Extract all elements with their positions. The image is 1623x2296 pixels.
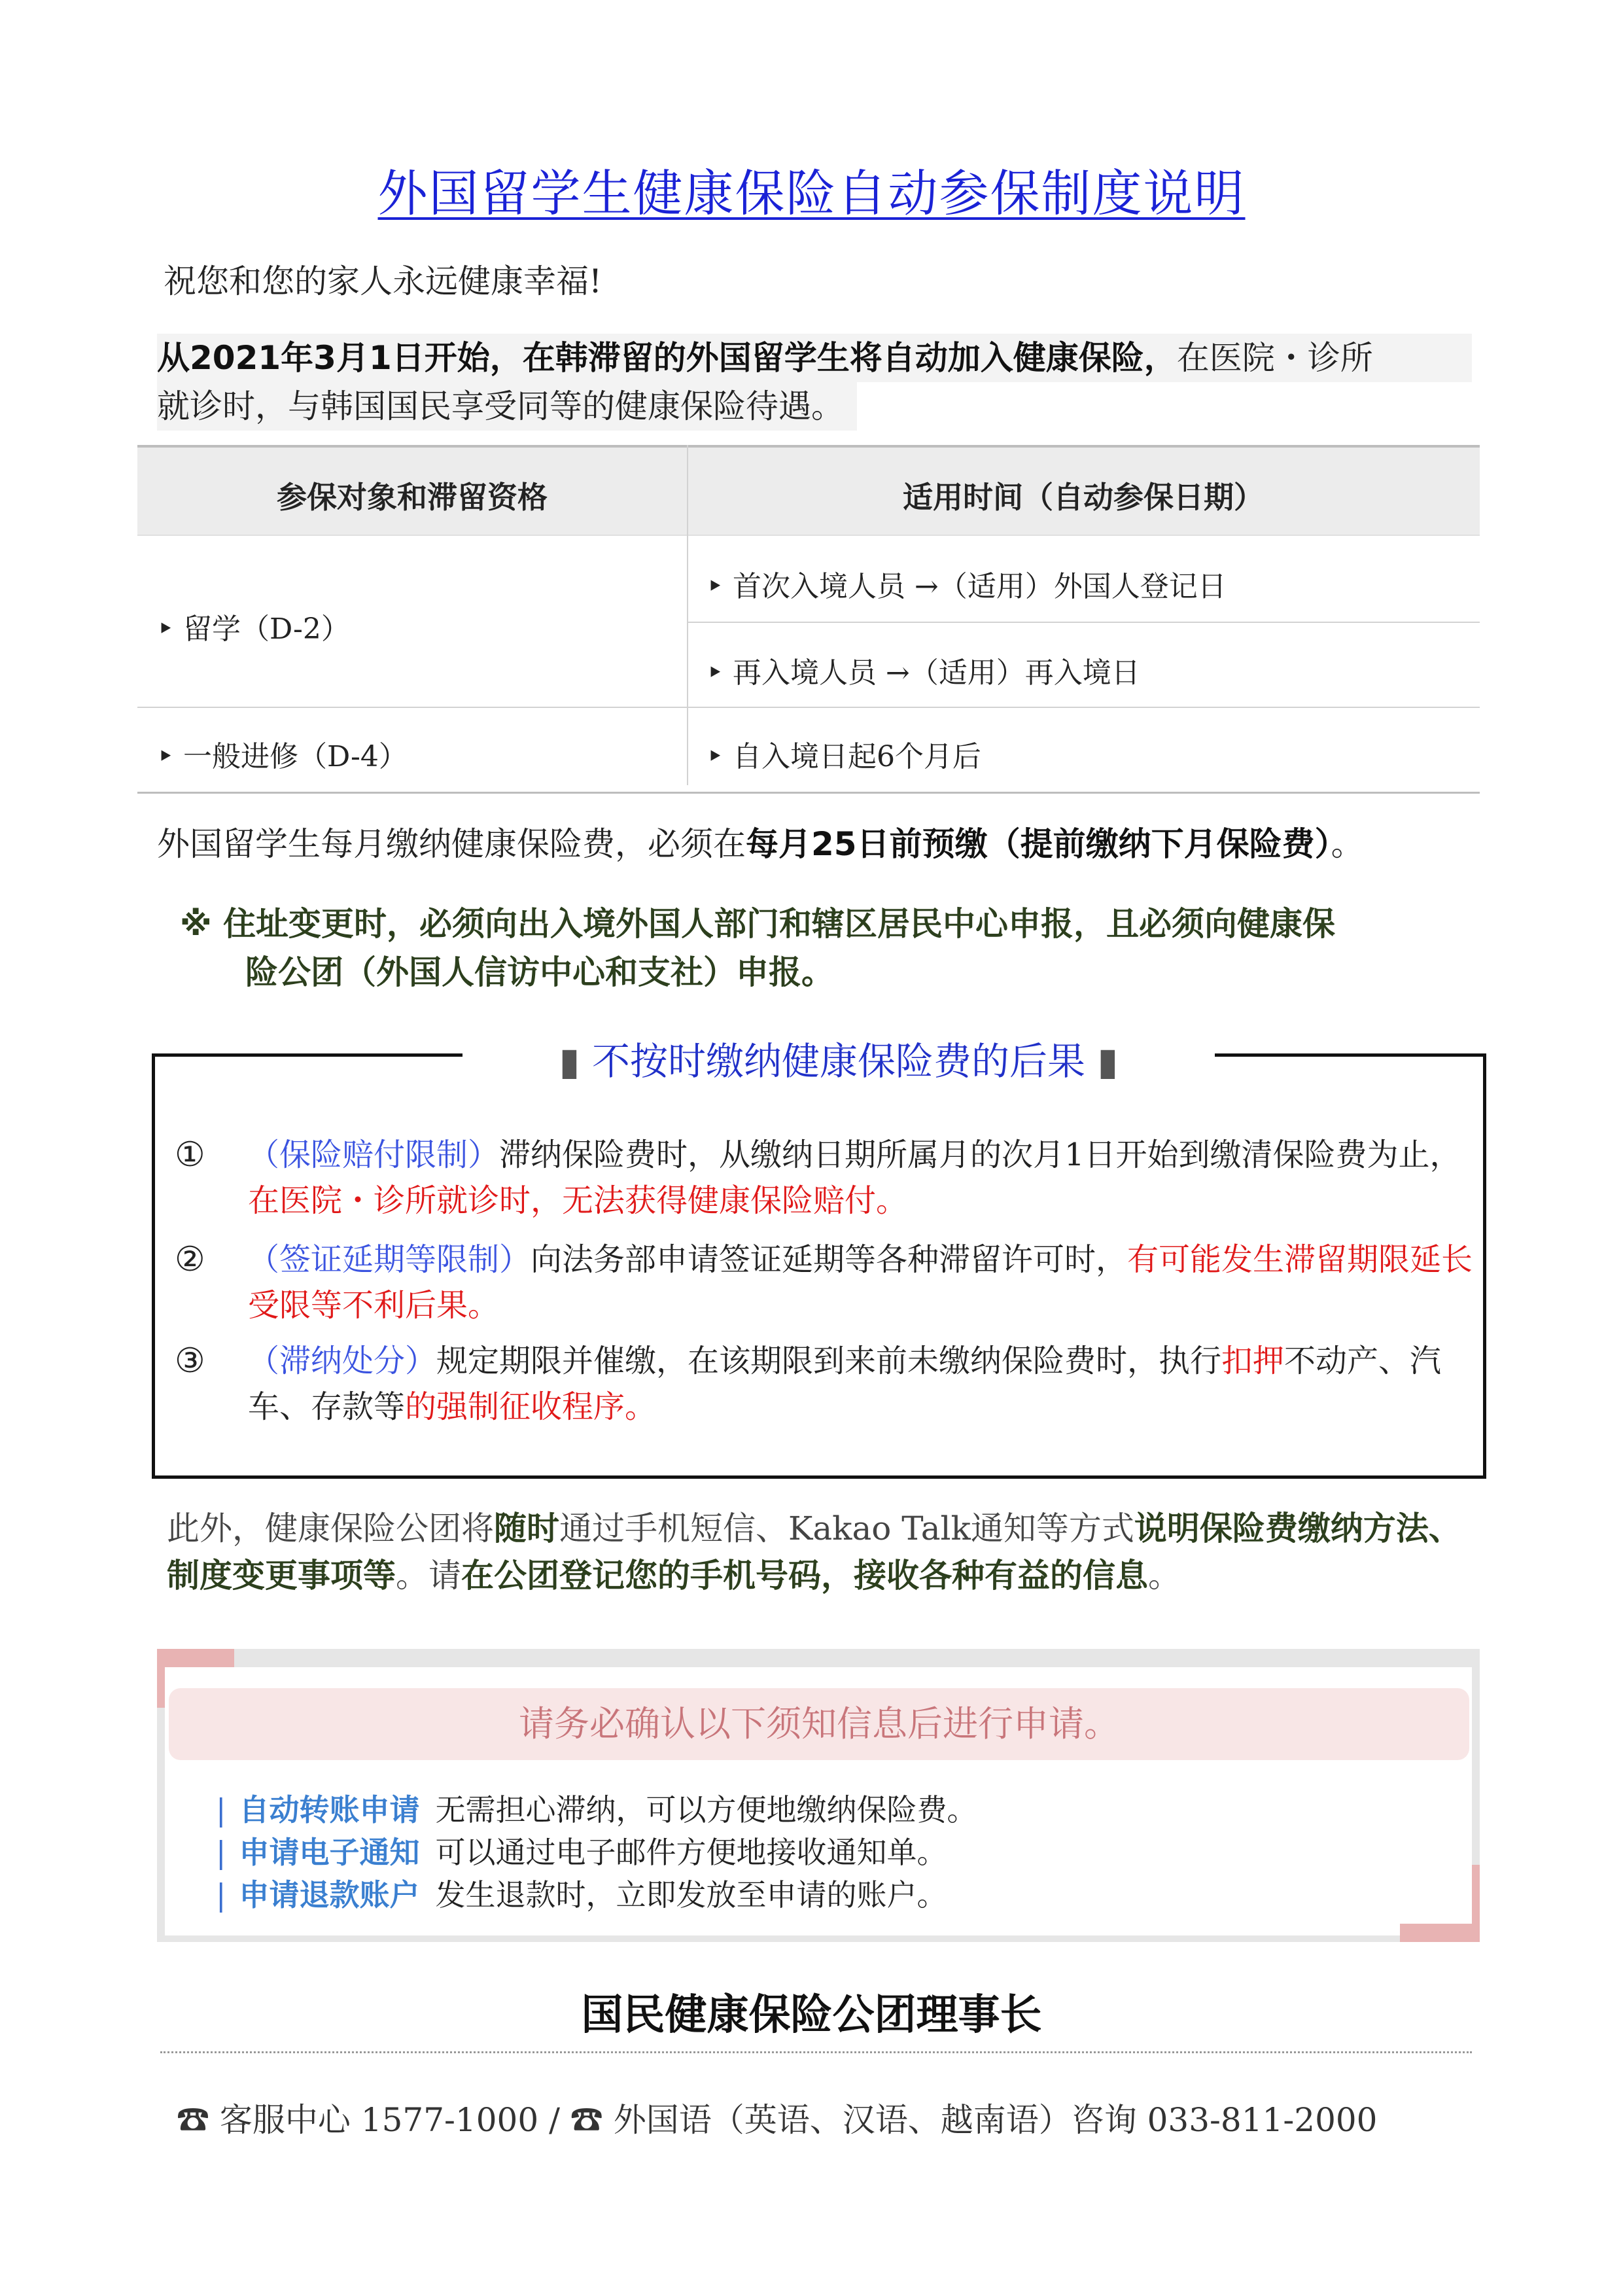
table-cell [707, 733, 981, 775]
item-warning: 在医院・诊所就诊时，无法获得健康保险赔付。 [248, 1182, 908, 1219]
info-text-4: 。 [1148, 1557, 1181, 1595]
consequence-item [175, 1338, 1483, 1430]
item-label: （保险赔付限制） [248, 1137, 500, 1173]
notice-item-text: 发生退款时，立即发放至申请的账户。 [435, 1877, 947, 1913]
intro-line2: 就诊时，与韩国国民享受同等的健康保险待遇。 [157, 382, 857, 431]
table-row [157, 605, 350, 647]
table-header-status: 参保对象和滞留资格 [277, 480, 548, 515]
time-reentry: ‣ 再入境人员 →（适用）再入境日 [707, 656, 1140, 690]
notice-item-text: 可以通过电子邮件方便地接收通知单。 [435, 1835, 947, 1870]
notice-item-label: 申请退款账户 [239, 1877, 420, 1913]
item-text: 规定期限并催缴，在该期限到来前未缴纳保险费时，执行 [436, 1343, 1222, 1379]
notice-item-auto-transfer [216, 1786, 977, 1829]
info-bold-2: 说明保险费缴纳方法、制度变更事项等 [167, 1510, 1461, 1595]
consequence-item [175, 1237, 1483, 1328]
title-mark-left: ▮ [559, 1039, 580, 1084]
status-d4: ‣ 一般进修（D-4） [157, 740, 408, 773]
signature: 国民健康保险公团理事长 [581, 1991, 1042, 2040]
info-text-3: 。请 [396, 1557, 461, 1595]
table-header [137, 445, 1480, 536]
item-text-tail: 不动产、汽车、存款等 [248, 1343, 1442, 1425]
item-warning: 有可能发生滞留期限延长受限等不利后果。 [248, 1241, 1473, 1324]
table-header-time: 适用时间（自动参保日期） [903, 480, 1264, 515]
contact-line: ☎ 客服中心 1577-1000 / ☎ 外国语（英语、汉语、越南语）咨询 033-811-2000 [177, 2101, 1378, 2139]
table-cell [707, 563, 1227, 605]
time-six-months: ‣ 自入境日起6个月后 [707, 740, 981, 773]
item-text: 滞纳保险费时，从缴纳日期所属月的次月1日开始到缴清保险费为止， [499, 1137, 1461, 1173]
info-bold-1: 随时 [494, 1510, 559, 1547]
corner-accent [157, 1649, 165, 1708]
info-paragraph [167, 1505, 1482, 1599]
notice-item-label: 自动转账申请 [239, 1792, 420, 1828]
item-label: （滞纳处分） [248, 1343, 437, 1379]
bullet-bar: | [216, 1835, 226, 1870]
corner-accent [157, 1649, 234, 1667]
item-number: ③ [175, 1341, 205, 1381]
address-change-note [180, 900, 1482, 997]
address-note-line2: 险公团（外国人信访中心和支社）申报。 [245, 953, 834, 991]
info-bold-3: 在公团登记您的手机号码，接收各种有益的信息 [461, 1557, 1148, 1595]
corner-accent [1400, 1924, 1480, 1942]
payment-pre: 外国留学生每月缴纳健康保险费，必须在 [157, 825, 746, 863]
intro-bold: 从2021年3月1日开始，在韩滞留的外国留学生将自动加入健康保险， [157, 339, 1177, 377]
item-number: ① [175, 1135, 205, 1174]
consequences-title-text: 不按时缴纳健康保险费的后果 [591, 1039, 1085, 1084]
notice-item-e-notice [216, 1829, 947, 1872]
greeting: 祝您和您的家人永远健康幸福! [164, 262, 602, 300]
payment-deadline: 每月25日前预缴（提前缴纳下月保险费） [746, 825, 1331, 863]
intro-rest: 在医院・诊所 [1176, 339, 1373, 377]
item-number: ② [175, 1240, 205, 1279]
time-first-entry: ‣ 首次入境人员 →（适用）外国人登记日 [707, 570, 1227, 603]
consequence-item [175, 1132, 1483, 1224]
info-text-2: 通过手机短信、Kakao Talk通知等方式 [559, 1510, 1134, 1547]
payment-post: 。 [1331, 825, 1364, 863]
table-cell [707, 649, 1140, 691]
payment-paragraph [157, 818, 1364, 865]
dotted-divider [160, 2051, 1472, 2053]
bullet-bar: | [216, 1877, 226, 1913]
consequences-title [462, 1031, 1215, 1086]
status-d2: ‣ 留学（D-2） [157, 612, 350, 646]
corner-accent [1472, 1865, 1480, 1942]
notice-item-label: 申请电子通知 [239, 1835, 420, 1870]
page-title: 外国留学生健康保险自动参保制度说明 [377, 164, 1246, 222]
item-warning: 扣押 [1221, 1343, 1285, 1379]
intro-paragraph [157, 334, 1373, 431]
item-text: 向法务部申请签证延期等各种滞留许可时， [531, 1241, 1128, 1278]
title-mark-right: ▮ [1097, 1039, 1119, 1084]
notice-header: 请务必确认以下须知信息后进行申请。 [169, 1688, 1469, 1760]
item-warning-2: 的强制征收程序。 [405, 1388, 657, 1425]
bullet-bar: | [216, 1792, 226, 1828]
notice-item-text: 无需担心滞纳，可以方便地缴纳保险费。 [435, 1792, 977, 1828]
table-row [157, 733, 408, 775]
item-label: （签证延期等限制） [248, 1241, 531, 1278]
address-note-line1: ※ 住址变更时，必须向出入境外国人部门和辖区居民中心申报，且必须向健康保 [180, 905, 1336, 943]
consequences-box [152, 1039, 1486, 1479]
info-text-1: 此外，健康保险公团将 [167, 1510, 494, 1547]
notice-item-refund-account [216, 1871, 947, 1915]
